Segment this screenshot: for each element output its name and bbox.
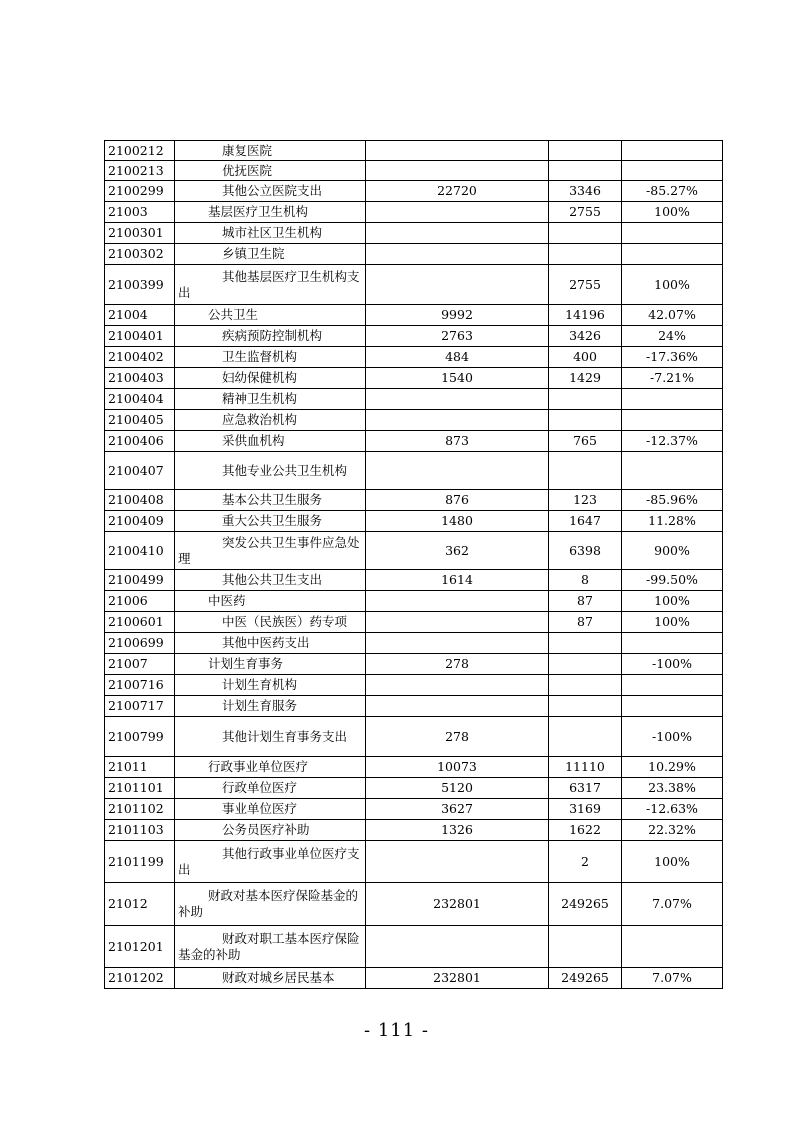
row-code: 2101101	[105, 778, 175, 799]
row-code: 2100407	[105, 452, 175, 490]
table-row	[105, 202, 723, 223]
row-change-pct: -100%	[622, 654, 723, 675]
row-code: 2101103	[105, 820, 175, 841]
row-value-prev: 232801	[366, 883, 549, 926]
row-value-curr	[549, 654, 622, 675]
row-change-pct	[622, 410, 723, 431]
row-value-prev	[366, 612, 549, 633]
row-name: 财政对基本医疗保险基金的补助	[175, 883, 366, 926]
row-code: 2100403	[105, 368, 175, 389]
row-code: 2100401	[105, 326, 175, 347]
table-row	[105, 326, 723, 347]
row-value-prev: 484	[366, 347, 549, 368]
table-row	[105, 141, 723, 161]
table-row	[105, 757, 723, 778]
table-row	[105, 161, 723, 181]
table-row	[105, 570, 723, 591]
row-name: 精神卫生机构	[175, 389, 366, 410]
row-change-pct: 22.32%	[622, 820, 723, 841]
row-name: 公共卫生	[175, 305, 366, 326]
row-code: 2100717	[105, 696, 175, 717]
row-value-curr	[549, 410, 622, 431]
row-change-pct	[622, 389, 723, 410]
row-value-prev: 278	[366, 717, 549, 757]
row-change-pct: 7.07%	[622, 968, 723, 989]
row-value-prev	[366, 223, 549, 244]
row-code: 21003	[105, 202, 175, 223]
table-row	[105, 347, 723, 368]
row-value-prev: 873	[366, 431, 549, 452]
table-row	[105, 452, 723, 490]
row-value-prev: 278	[366, 654, 549, 675]
row-change-pct: -7.21%	[622, 368, 723, 389]
row-value-prev	[366, 926, 549, 968]
row-code: 21004	[105, 305, 175, 326]
row-name: 财政对职工基本医疗保险基金的补助	[175, 926, 366, 968]
row-name: 其他行政事业单位医疗支出	[175, 841, 366, 883]
table-row	[105, 305, 723, 326]
row-name: 计划生育机构	[175, 675, 366, 696]
row-change-pct	[622, 223, 723, 244]
row-name: 其他中医药支出	[175, 633, 366, 654]
row-value-prev	[366, 452, 549, 490]
table-row	[105, 633, 723, 654]
row-value-curr	[549, 223, 622, 244]
row-code: 2100213	[105, 161, 175, 181]
row-change-pct: -85.96%	[622, 490, 723, 511]
row-value-prev	[366, 591, 549, 612]
table-row	[105, 368, 723, 389]
row-value-prev	[366, 141, 549, 161]
row-change-pct: -17.36%	[622, 347, 723, 368]
row-name: 行政事业单位医疗	[175, 757, 366, 778]
row-code: 2100404	[105, 389, 175, 410]
row-value-curr: 11110	[549, 757, 622, 778]
row-code: 2100699	[105, 633, 175, 654]
row-code: 2101202	[105, 968, 175, 989]
row-change-pct	[622, 633, 723, 654]
row-name: 计划生育服务	[175, 696, 366, 717]
page-number: - 111 -	[364, 1020, 429, 1041]
row-value-curr	[549, 633, 622, 654]
row-value-prev	[366, 410, 549, 431]
row-name: 公务员医疗补助	[175, 820, 366, 841]
row-change-pct	[622, 161, 723, 181]
row-code: 2100716	[105, 675, 175, 696]
row-value-prev: 362	[366, 532, 549, 570]
row-code: 2101201	[105, 926, 175, 968]
row-value-prev	[366, 633, 549, 654]
row-value-prev	[366, 389, 549, 410]
row-value-curr: 3346	[549, 181, 622, 202]
row-change-pct: 100%	[622, 591, 723, 612]
row-name: 卫生监督机构	[175, 347, 366, 368]
row-code: 21007	[105, 654, 175, 675]
row-value-prev: 1480	[366, 511, 549, 532]
row-value-curr: 6398	[549, 532, 622, 570]
row-value-curr: 8	[549, 570, 622, 591]
row-value-prev: 9992	[366, 305, 549, 326]
row-value-curr: 1622	[549, 820, 622, 841]
table-row	[105, 265, 723, 305]
budget-table-body	[105, 141, 723, 989]
table-row	[105, 841, 723, 883]
row-value-prev: 22720	[366, 181, 549, 202]
row-value-prev: 5120	[366, 778, 549, 799]
row-value-curr	[549, 389, 622, 410]
row-change-pct: 23.38%	[622, 778, 723, 799]
table-row	[105, 532, 723, 570]
table-row	[105, 696, 723, 717]
row-value-curr: 1647	[549, 511, 622, 532]
row-value-curr	[549, 717, 622, 757]
row-change-pct: 11.28%	[622, 511, 723, 532]
row-value-prev	[366, 841, 549, 883]
row-change-pct: 42.07%	[622, 305, 723, 326]
row-value-prev: 232801	[366, 968, 549, 989]
row-name: 计划生育事务	[175, 654, 366, 675]
row-value-curr	[549, 141, 622, 161]
row-name: 其他计划生育事务支出	[175, 717, 366, 757]
row-code: 2100409	[105, 511, 175, 532]
table-row	[105, 820, 723, 841]
row-code: 21012	[105, 883, 175, 926]
row-name: 城市社区卫生机构	[175, 223, 366, 244]
row-value-curr: 87	[549, 591, 622, 612]
row-value-prev	[366, 161, 549, 181]
table-row	[105, 389, 723, 410]
row-change-pct: -12.37%	[622, 431, 723, 452]
table-row	[105, 612, 723, 633]
row-change-pct	[622, 675, 723, 696]
row-change-pct	[622, 926, 723, 968]
row-value-prev: 2763	[366, 326, 549, 347]
row-name: 事业单位医疗	[175, 799, 366, 820]
row-change-pct: -99.50%	[622, 570, 723, 591]
row-value-curr	[549, 926, 622, 968]
row-value-curr: 249265	[549, 968, 622, 989]
row-value-curr	[549, 675, 622, 696]
row-value-curr: 14196	[549, 305, 622, 326]
row-value-prev	[366, 202, 549, 223]
row-change-pct: -12.63%	[622, 799, 723, 820]
row-name: 优抚医院	[175, 161, 366, 181]
row-code: 2100408	[105, 490, 175, 511]
table-row	[105, 926, 723, 968]
row-change-pct: 100%	[622, 265, 723, 305]
row-value-prev	[366, 675, 549, 696]
table-row	[105, 799, 723, 820]
table-row	[105, 968, 723, 989]
row-value-curr: 249265	[549, 883, 622, 926]
row-value-curr: 2755	[549, 265, 622, 305]
row-value-curr: 2	[549, 841, 622, 883]
row-code: 2101102	[105, 799, 175, 820]
row-name: 财政对城乡居民基本	[175, 968, 366, 989]
row-value-curr	[549, 452, 622, 490]
row-name: 重大公共卫生服务	[175, 511, 366, 532]
row-code: 2100799	[105, 717, 175, 757]
table-row	[105, 778, 723, 799]
table-row	[105, 591, 723, 612]
row-value-prev: 3627	[366, 799, 549, 820]
row-name: 中医药	[175, 591, 366, 612]
row-name: 疾病预防控制机构	[175, 326, 366, 347]
row-value-curr: 1429	[549, 368, 622, 389]
table-row	[105, 410, 723, 431]
row-value-prev: 1540	[366, 368, 549, 389]
row-value-curr	[549, 244, 622, 265]
row-change-pct: 100%	[622, 612, 723, 633]
table-row	[105, 654, 723, 675]
row-change-pct: -85.27%	[622, 181, 723, 202]
row-name: 乡镇卫生院	[175, 244, 366, 265]
row-change-pct	[622, 141, 723, 161]
table-row	[105, 244, 723, 265]
row-code: 2100499	[105, 570, 175, 591]
row-code: 2100405	[105, 410, 175, 431]
row-value-curr: 87	[549, 612, 622, 633]
row-change-pct: 10.29%	[622, 757, 723, 778]
table-row	[105, 675, 723, 696]
row-value-curr: 2755	[549, 202, 622, 223]
row-value-curr	[549, 696, 622, 717]
row-change-pct: -100%	[622, 717, 723, 757]
row-code: 2101199	[105, 841, 175, 883]
table-row	[105, 431, 723, 452]
row-name: 采供血机构	[175, 431, 366, 452]
row-value-prev: 876	[366, 490, 549, 511]
row-code: 2100402	[105, 347, 175, 368]
row-value-curr: 400	[549, 347, 622, 368]
row-value-prev: 10073	[366, 757, 549, 778]
row-name: 其他公共卫生支出	[175, 570, 366, 591]
row-code: 2100601	[105, 612, 175, 633]
table-row	[105, 511, 723, 532]
row-name: 中医（民族医）药专项	[175, 612, 366, 633]
row-value-prev	[366, 265, 549, 305]
row-name: 康复医院	[175, 141, 366, 161]
row-value-curr: 765	[549, 431, 622, 452]
row-change-pct: 900%	[622, 532, 723, 570]
row-name: 基本公共卫生服务	[175, 490, 366, 511]
row-code: 2100212	[105, 141, 175, 161]
row-name: 其他公立医院支出	[175, 181, 366, 202]
table-row	[105, 223, 723, 244]
row-name: 妇幼保健机构	[175, 368, 366, 389]
row-value-curr: 3169	[549, 799, 622, 820]
row-name: 突发公共卫生事件应急处理	[175, 532, 366, 570]
row-change-pct	[622, 452, 723, 490]
row-value-curr: 3426	[549, 326, 622, 347]
table-row	[105, 490, 723, 511]
row-value-curr: 6317	[549, 778, 622, 799]
row-name: 其他基层医疗卫生机构支出	[175, 265, 366, 305]
row-code: 21006	[105, 591, 175, 612]
table-row	[105, 883, 723, 926]
row-value-curr	[549, 161, 622, 181]
budget-table	[104, 140, 723, 989]
row-name: 应急救治机构	[175, 410, 366, 431]
row-name: 基层医疗卫生机构	[175, 202, 366, 223]
row-value-prev: 1326	[366, 820, 549, 841]
table-row	[105, 181, 723, 202]
row-change-pct: 100%	[622, 202, 723, 223]
row-change-pct	[622, 244, 723, 265]
row-value-prev	[366, 696, 549, 717]
row-code: 21011	[105, 757, 175, 778]
row-value-curr: 123	[549, 490, 622, 511]
table-row	[105, 717, 723, 757]
row-change-pct: 24%	[622, 326, 723, 347]
row-name: 其他专业公共卫生机构	[175, 452, 366, 490]
row-code: 2100299	[105, 181, 175, 202]
row-code: 2100302	[105, 244, 175, 265]
row-code: 2100301	[105, 223, 175, 244]
row-value-prev	[366, 244, 549, 265]
row-change-pct: 100%	[622, 841, 723, 883]
row-code: 2100410	[105, 532, 175, 570]
row-code: 2100406	[105, 431, 175, 452]
row-value-prev: 1614	[366, 570, 549, 591]
row-code: 2100399	[105, 265, 175, 305]
row-change-pct	[622, 696, 723, 717]
row-name: 行政单位医疗	[175, 778, 366, 799]
row-change-pct: 7.07%	[622, 883, 723, 926]
